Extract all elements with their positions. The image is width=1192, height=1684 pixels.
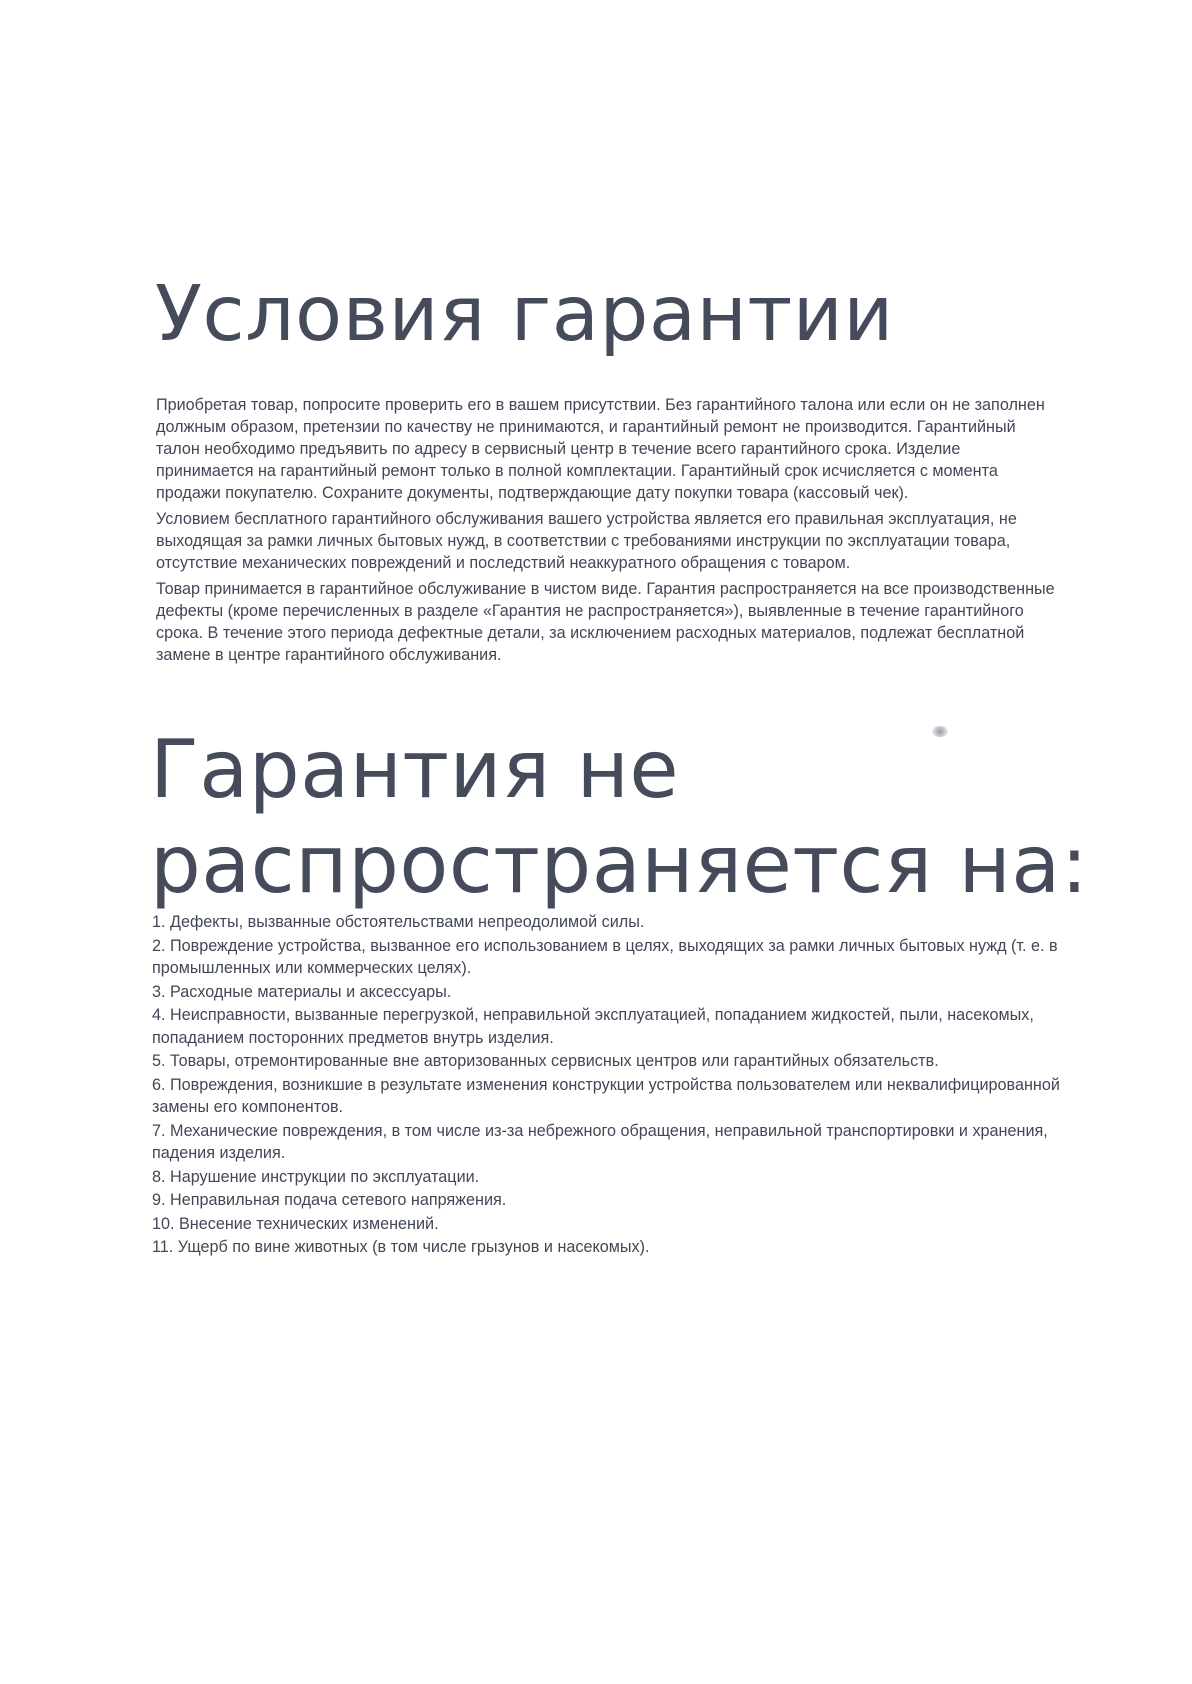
list-item: 1. Дефекты, вызванные обстоятельствами непреодолимой силы. <box>152 913 645 931</box>
exclusions-title <box>150 722 1088 912</box>
list-item: 2. Повреждение устройства, вызванное его использованием в целях, выходящих за рамки личных бытовых нужд (т. е. в промышленных или коммерческих целях). <box>152 936 1058 977</box>
list-item: 8. Нарушение инструкции по эксплуатации. <box>152 1167 480 1186</box>
warranty-paragraph: Условием бесплатного гарантийного обслуживания вашего устройства является его правильная эксплуатация, не выходящая за рамки личных бытовых нужд, в соответствии с требованиями инструкции по эксплуатации товара, отсутствие механических повреждений и последствий неаккуратного обращения с товаром. <box>156 510 1017 572</box>
warranty-paragraph: Товар принимается в гарантийное обслуживание в чистом виде. Гарантия распространяется на все производственные дефекты (кроме перечисленных в разделе «Гарантия не распространяется»), выявленные в течение гарантийного срока. В течение этого периода дефектные детали, за исключением расходных материалов, подлежат бесплатной замене в центре гарантийного обслуживания. <box>156 580 1055 664</box>
exclusions-title-line-1: Гарантия не <box>150 723 680 816</box>
list-item: 11. Ущерб по вине животных (в том числе грызунов и насекомых). <box>152 1238 650 1256</box>
exclusions-title-line-2: распространяется на: <box>150 818 1089 911</box>
list-item: 9. Неправильная подача сетевого напряжения. <box>152 1191 507 1209</box>
list-item: 4. Неисправности, вызванные перегрузкой, неправильной эксплуатацией, попаданием жидкостей, пыли, насекомых, попаданием посторонних предметов внутрь изделия. <box>152 1006 1034 1047</box>
warranty-terms-title: Условия гарантии <box>155 270 894 359</box>
exclusions-list <box>152 911 1062 1260</box>
list-item: 10. Внесение технических изменений. <box>152 1214 439 1233</box>
list-item: 5. Товары, отремонтированные вне авторизованных сервисных центров или гарантийных обязательств. <box>152 1052 939 1070</box>
list-item: 7. Механические повреждения, в том числе из-за небрежного обращения, неправильной транспортировки и хранения, падения изделия. <box>152 1121 1048 1162</box>
list-item: 3. Расходные материалы и аксессуары. <box>152 982 452 1001</box>
list-item: 6. Повреждения, возникшие в результате изменения конструкции устройства пользователем или неквалифицированной замены его компонентов. <box>152 1075 1060 1116</box>
warranty-terms-body <box>156 394 1056 670</box>
warranty-paragraph: Приобретая товар, попросите проверить его в вашем присутствии. Без гарантийного талона или если он не заполнен должным образом, претензии по качеству не принимаются, и гарантийный ремонт не производится. Гарантийный талон необходимо предъявить по адресу в сервисный центр в течение всего гарантийного срока. Изделие принимается на гарантийный ремонт только в полной комплектации. Гарантийный срок исчисляется с момента продажи покупателю. Сохраните документы, подтверждающие дату покупки товара (кассовый чек). <box>156 396 1045 502</box>
